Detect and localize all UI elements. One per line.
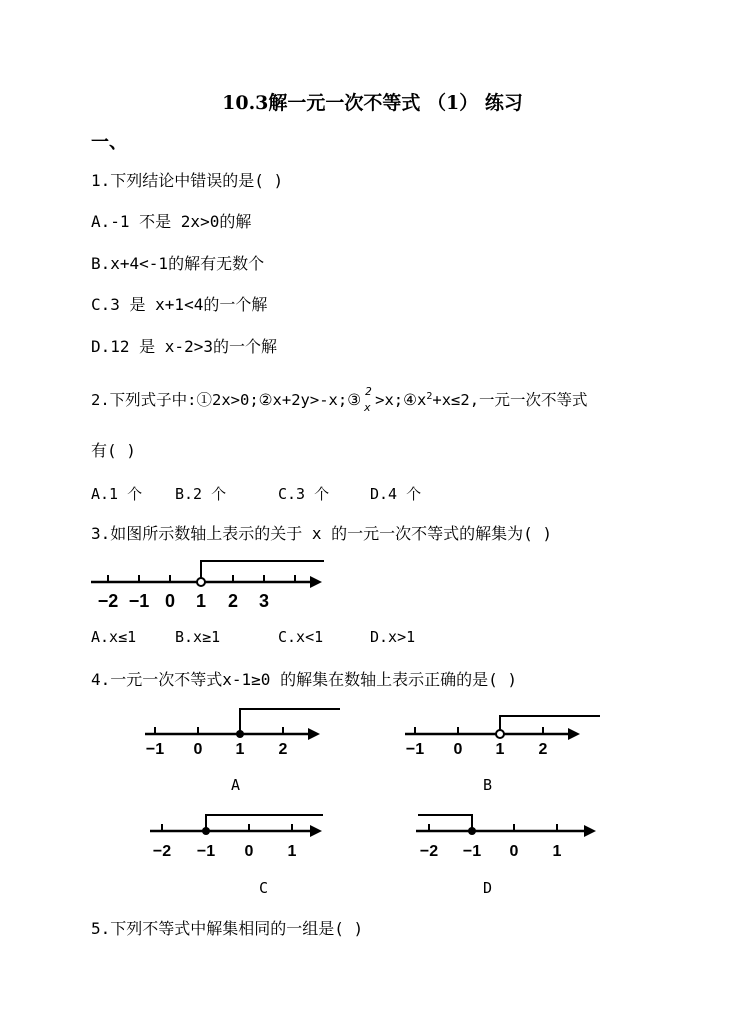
q3-option-d: D.x>1 [370, 628, 416, 646]
q1-option-c: C.3 是 x+1<4的一个解 [91, 295, 268, 314]
q3-axis-label: −2 [97, 591, 119, 611]
q4c-axis-label: 1 [287, 843, 297, 860]
q4-figure-c [150, 815, 323, 860]
q4b-axis-label: −1 [405, 741, 425, 758]
q1-stem: 1.下列结论中错误的是( ) [91, 171, 284, 190]
q3-axis-label: 0 [164, 591, 176, 611]
q4a-axis-label: 1 [235, 741, 245, 758]
q3-axis-label: 1 [195, 591, 207, 611]
q2-stem-part-a: 2.下列式子中:①2x>0;②x+2y>-x;③ [91, 391, 362, 409]
q4-figure-b [405, 716, 600, 758]
q2-option-a: A.1 个 [91, 485, 143, 503]
q1-option-a: A.-1 不是 2x>0的解 [91, 212, 252, 231]
q1-option-b: B.x+4<-1的解有无数个 [91, 254, 265, 273]
q4a-axis-label: −1 [145, 741, 165, 758]
q2-superscript: 2 [426, 390, 433, 402]
q4d-axis-label: 0 [509, 843, 519, 860]
q3-option-a: A.x≤1 [91, 628, 137, 646]
q3-axis-label: 3 [258, 591, 270, 611]
q5-stem: 5.下列不等式中解集相同的一组是( ) [91, 919, 364, 938]
q2-option-c: C.3 个 [278, 485, 330, 503]
q2-option-b: B.2 个 [175, 485, 227, 503]
q4a-axis-label: 2 [278, 741, 288, 758]
q4d-closed-point [468, 827, 476, 835]
q4b-axis-label: 0 [453, 741, 463, 758]
q4b-axis-label: 1 [495, 741, 505, 758]
q4-figure-label-d: D [483, 879, 493, 897]
q3-option-c: C.x<1 [278, 628, 324, 646]
q1-option-d: D.12 是 x-2>3的一个解 [91, 337, 277, 356]
q2-stem-line2: 有( ) [91, 441, 136, 460]
fraction-numerator: 2 [365, 385, 372, 398]
q3-axis-label: −1 [128, 591, 150, 611]
q4b-open-point [496, 730, 504, 738]
q2-stem-part-c: +x≤2,一元一次不等式 [432, 391, 588, 409]
q4-figure-label-a: A [231, 776, 241, 794]
q3-stem: 3.如图所示数轴上表示的关于 x 的一元一次不等式的解集为( ) [91, 524, 553, 543]
q4c-axis-label: −2 [152, 843, 172, 860]
q4a-axis-label: 0 [193, 741, 203, 758]
q2-stem-part-b: >x;④x [375, 391, 427, 409]
page-title: 10.3解一元一次不等式 （1） 练习 [222, 92, 523, 114]
q4a-closed-point [236, 730, 244, 738]
fraction-denominator: x [364, 401, 371, 414]
q4c-closed-point [202, 827, 210, 835]
q4-figure-a [145, 709, 340, 758]
q4d-axis-label: 1 [552, 843, 562, 860]
q3-axis-label: 2 [227, 591, 239, 611]
q4-stem: 4.一元一次不等式x-1≥0 的解集在数轴上表示正确的是( ) [91, 670, 517, 689]
q3-option-b: B.x≥1 [175, 628, 221, 646]
q4d-axis-label: −1 [462, 843, 482, 860]
q4c-axis-label: −1 [196, 843, 216, 860]
q4d-axis-label: −2 [419, 843, 439, 860]
q4-figure-d [416, 815, 596, 860]
q4b-axis-label: 2 [538, 741, 548, 758]
q4-figure-label-b: B [483, 776, 493, 794]
q2-option-d: D.4 个 [370, 485, 422, 503]
section-heading: 一、 [91, 132, 127, 153]
q4c-axis-label: 0 [244, 843, 254, 860]
q4-figure-label-c: C [259, 879, 269, 897]
